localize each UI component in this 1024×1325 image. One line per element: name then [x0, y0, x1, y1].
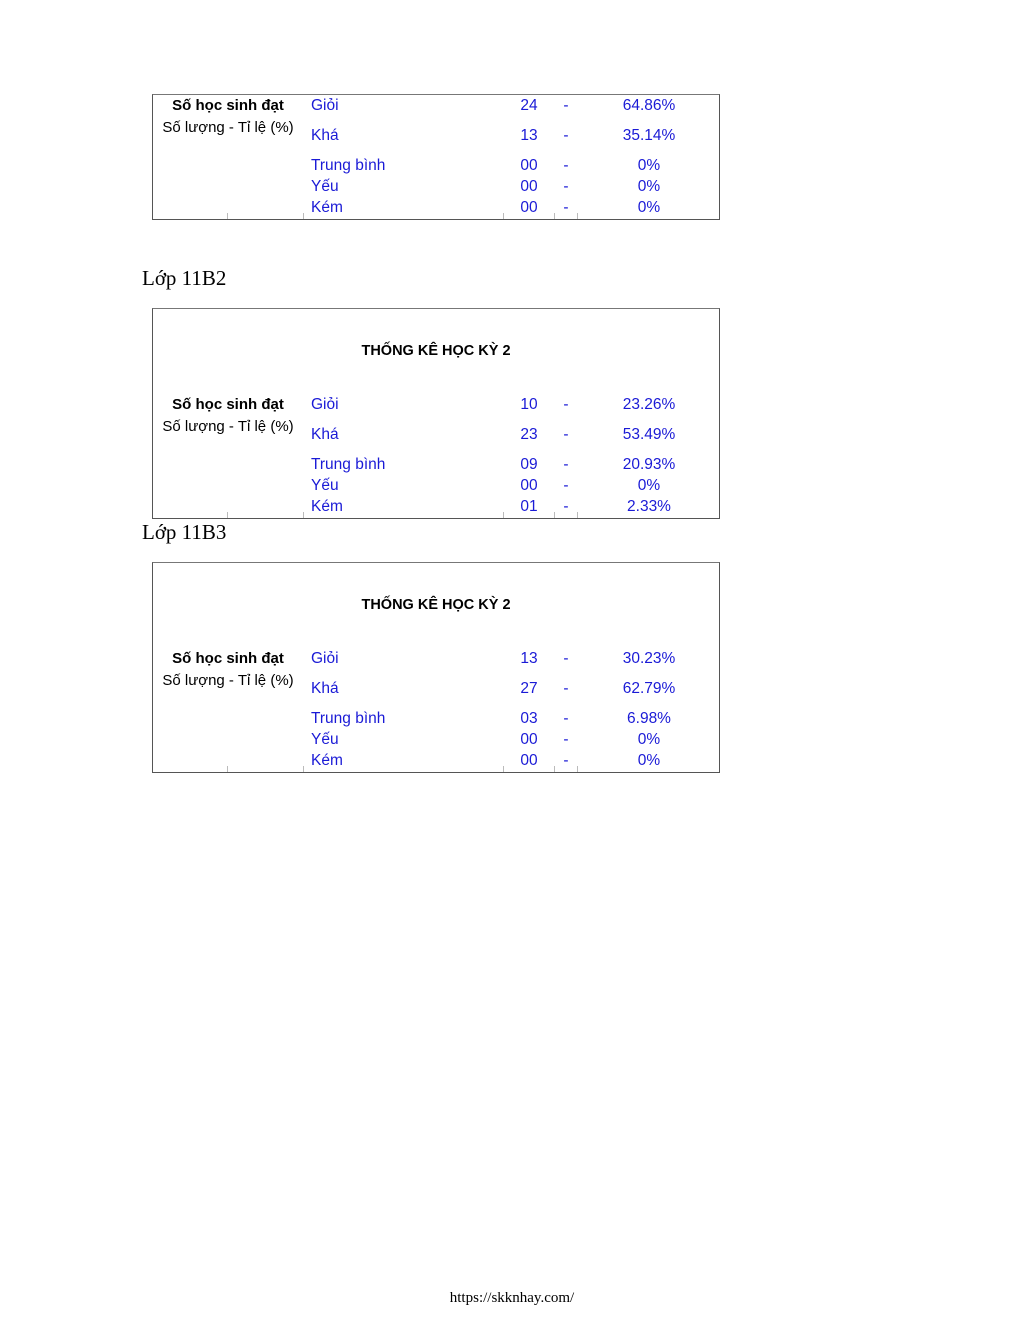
label-sub: Số lượng - Tỉ lệ (%) [162, 119, 294, 136]
row-count: 00 [520, 477, 538, 494]
row-sep: - [563, 157, 569, 174]
row-count: 00 [520, 199, 538, 216]
row-sep: - [563, 752, 569, 769]
table-row [153, 426, 719, 446]
row-percent: 0% [637, 157, 661, 174]
cell-tick [503, 766, 504, 772]
row-count: 23 [520, 426, 538, 443]
row-count: 00 [520, 731, 538, 748]
table-row [153, 456, 719, 476]
row-percent: 2.33% [627, 498, 671, 515]
table-row [153, 731, 719, 751]
stats-table-2 [152, 308, 720, 519]
table-row [153, 157, 719, 177]
cell-tick [303, 512, 304, 518]
cell-tick [577, 213, 578, 219]
row-count: 24 [520, 97, 538, 114]
row-percent: 20.93% [622, 456, 676, 473]
row-category: Kém [311, 498, 343, 515]
row-category: Kém [311, 199, 343, 216]
row-category: Kém [311, 752, 343, 769]
cell-tick [303, 213, 304, 219]
row-percent: 35.14% [622, 127, 676, 144]
cell-tick [554, 766, 555, 772]
row-sep: - [563, 477, 569, 494]
stats-table-1 [152, 94, 720, 220]
cell-tick [227, 512, 228, 518]
row-sep: - [563, 456, 569, 473]
row-percent: 6.98% [627, 710, 671, 727]
table-row [153, 97, 719, 117]
row-category: Giỏi [311, 97, 339, 114]
row-count: 13 [520, 127, 538, 144]
cell-tick [577, 512, 578, 518]
row-sep: - [563, 97, 569, 114]
label-main: Số học sinh đạt [172, 97, 284, 114]
table-row [153, 127, 719, 147]
row-count: 10 [520, 396, 538, 413]
row-count: 03 [520, 710, 538, 727]
stats-grid [153, 648, 719, 772]
row-count: 01 [520, 498, 538, 515]
label-sub: Số lượng - Tỉ lệ (%) [162, 418, 294, 435]
row-count: 13 [520, 650, 538, 667]
table-row [153, 752, 719, 772]
table-row [153, 199, 719, 219]
row-sep: - [563, 680, 569, 697]
row-sep: - [563, 498, 569, 515]
label-sub: Số lượng - Tỉ lệ (%) [162, 672, 294, 689]
table-row [153, 498, 719, 518]
row-count: 00 [520, 752, 538, 769]
row-count: 09 [520, 456, 538, 473]
row-category: Giỏi [311, 650, 339, 667]
row-count: 00 [520, 178, 538, 195]
cell-tick [303, 766, 304, 772]
row-category: Giỏi [311, 396, 339, 413]
section-title: Lớp 11B2 [142, 266, 227, 290]
row-category: Yếu [311, 178, 339, 195]
row-count: 27 [520, 680, 538, 697]
row-count: 00 [520, 157, 538, 174]
section-title: Lớp 11B3 [142, 520, 227, 544]
row-category: Yếu [311, 477, 339, 494]
table-row [153, 178, 719, 198]
row-percent: 0% [637, 731, 661, 748]
row-percent: 0% [637, 752, 661, 769]
row-category: Khá [311, 127, 339, 144]
label-main: Số học sinh đạt [172, 396, 284, 413]
row-category: Khá [311, 680, 339, 697]
row-sep: - [563, 199, 569, 216]
stats-table-3 [152, 562, 720, 773]
row-category: Yếu [311, 731, 339, 748]
row-sep: - [563, 396, 569, 413]
row-category: Trung bình [311, 710, 386, 727]
row-percent: 0% [637, 199, 661, 216]
table-row [153, 477, 719, 497]
table-row [153, 650, 719, 670]
row-category: Trung bình [311, 157, 386, 174]
cell-tick [503, 512, 504, 518]
row-sep: - [563, 650, 569, 667]
row-percent: 0% [637, 178, 661, 195]
row-sep: - [563, 178, 569, 195]
row-percent: 62.79% [622, 680, 676, 697]
footer-url: https://skknhay.com/ [449, 1290, 575, 1306]
stats-grid [153, 95, 719, 219]
row-percent: 0% [637, 477, 661, 494]
cell-tick [227, 213, 228, 219]
table-row [153, 680, 719, 700]
cell-tick [554, 512, 555, 518]
row-percent: 64.86% [622, 97, 676, 114]
row-percent: 23.26% [622, 396, 676, 413]
cell-tick [503, 213, 504, 219]
cell-tick [227, 766, 228, 772]
row-sep: - [563, 731, 569, 748]
table-row [153, 396, 719, 416]
table-title: THỐNG KÊ HỌC KỲ 2 [361, 597, 511, 613]
table-title: THỐNG KÊ HỌC KỲ 2 [361, 343, 511, 359]
row-sep: - [563, 127, 569, 144]
row-category: Khá [311, 426, 339, 443]
label-main: Số học sinh đạt [172, 650, 284, 667]
row-percent: 53.49% [622, 426, 676, 443]
row-sep: - [563, 426, 569, 443]
row-sep: - [563, 710, 569, 727]
stats-grid [153, 394, 719, 518]
cell-tick [554, 213, 555, 219]
row-percent: 30.23% [622, 650, 676, 667]
table-row [153, 710, 719, 730]
row-category: Trung bình [311, 456, 386, 473]
cell-tick [577, 766, 578, 772]
